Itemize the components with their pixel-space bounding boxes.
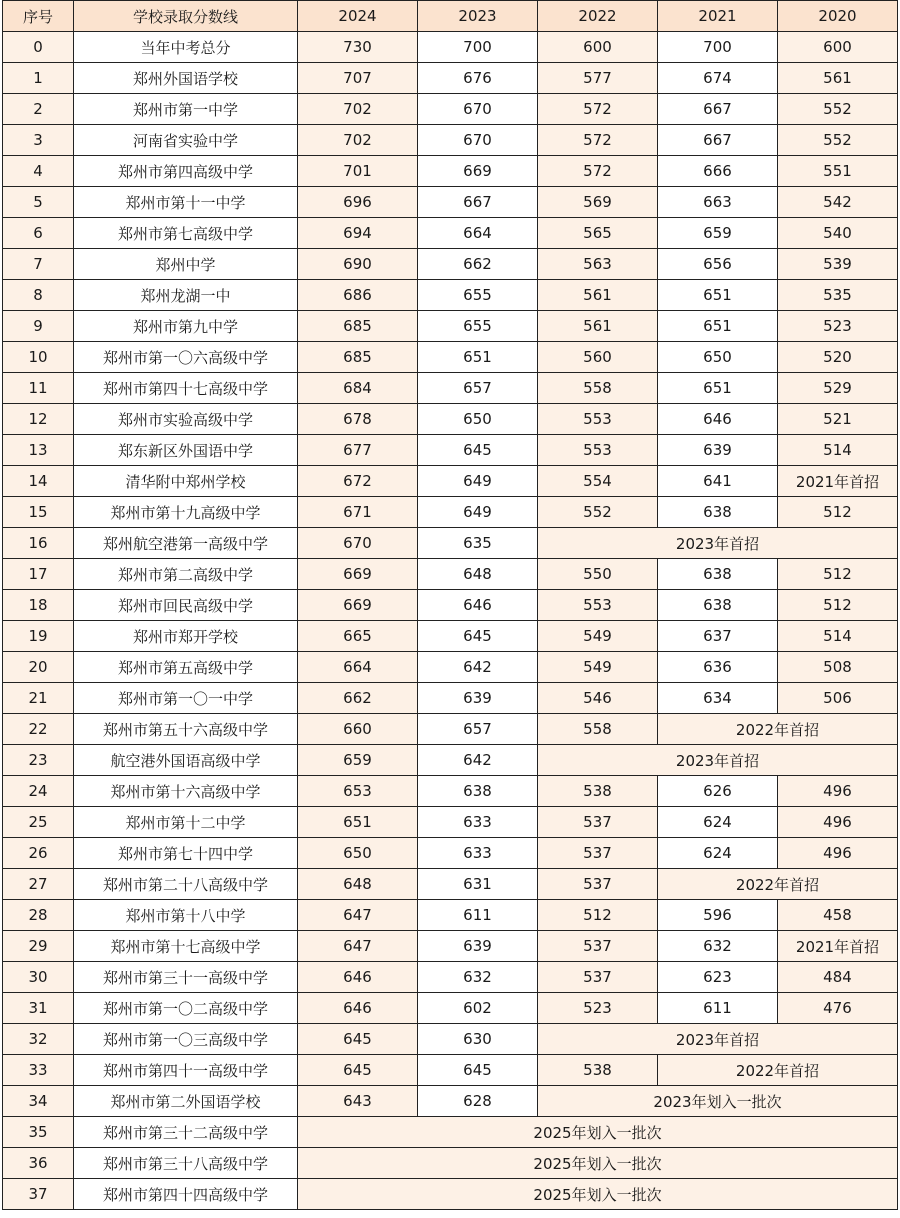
score-cell: 539 [778,249,898,280]
score-cell: 638 [418,776,538,807]
table-row [3,1179,898,1210]
table-row [3,900,898,931]
score-cell: 650 [298,838,418,869]
school-name: 郑州市第十八中学 [74,900,298,931]
score-cell: 651 [658,373,778,404]
score-cell: 669 [298,559,418,590]
score-cell: 685 [298,311,418,342]
row-index: 32 [3,1024,74,1055]
school-name: 郑州市第一〇三高级中学 [74,1024,298,1055]
score-cell: 529 [778,373,898,404]
school-name: 郑州市第七高级中学 [74,218,298,249]
score-cell: 651 [298,807,418,838]
score-cell: 496 [778,838,898,869]
school-name: 郑州市第十一中学 [74,187,298,218]
table-row [3,745,898,776]
score-cell: 540 [778,218,898,249]
header-year-2020: 2020 [778,1,898,32]
school-name: 郑州外国语学校 [74,63,298,94]
row-index: 0 [3,32,74,63]
row-index: 6 [3,218,74,249]
score-cell: 655 [418,280,538,311]
school-name: 郑州市第三十一高级中学 [74,962,298,993]
score-cell: 632 [418,962,538,993]
school-name: 郑州市第二高级中学 [74,559,298,590]
school-name: 郑州市第五高级中学 [74,652,298,683]
score-cell: 554 [538,466,658,497]
score-cell: 602 [418,993,538,1024]
score-cell: 558 [538,714,658,745]
school-name: 郑州市第十九高级中学 [74,497,298,528]
score-cell: 561 [538,280,658,311]
score-cell: 623 [658,962,778,993]
note-cell: 2025年划入一批次 [298,1148,898,1179]
score-cell: 702 [298,94,418,125]
score-cell: 656 [658,249,778,280]
school-name: 郑州航空港第一高级中学 [74,528,298,559]
score-cell: 696 [298,187,418,218]
score-cell: 484 [778,962,898,993]
score-cell: 663 [658,187,778,218]
table-row [3,249,898,280]
score-table [2,0,898,1210]
row-index: 26 [3,838,74,869]
table-row [3,94,898,125]
note-cell: 2025年划入一批次 [298,1179,898,1210]
score-cell: 560 [538,342,658,373]
table-row [3,1148,898,1179]
school-name: 郑州中学 [74,249,298,280]
score-cell: 563 [538,249,658,280]
header-row [3,1,898,32]
score-cell: 631 [418,869,538,900]
score-cell: 638 [658,559,778,590]
score-cell: 685 [298,342,418,373]
score-cell: 634 [658,683,778,714]
row-index: 33 [3,1055,74,1086]
score-cell: 552 [778,94,898,125]
table-row [3,776,898,807]
row-index: 9 [3,311,74,342]
school-name: 郑州市第十二中学 [74,807,298,838]
score-cell: 659 [298,745,418,776]
table-row [3,714,898,745]
score-cell: 639 [658,435,778,466]
score-cell: 553 [538,590,658,621]
school-name: 郑州市第二外国语学校 [74,1086,298,1117]
school-name: 河南省实验中学 [74,125,298,156]
table-body [3,32,898,1210]
score-cell: 521 [778,404,898,435]
score-cell: 552 [538,497,658,528]
row-index: 4 [3,156,74,187]
row-index: 25 [3,807,74,838]
school-name: 郑州市第十六高级中学 [74,776,298,807]
score-cell: 624 [658,838,778,869]
score-cell: 664 [298,652,418,683]
row-index: 31 [3,993,74,1024]
table-row [3,528,898,559]
score-cell: 639 [418,683,538,714]
score-cell: 674 [658,63,778,94]
score-cell: 649 [418,497,538,528]
score-cell: 537 [538,962,658,993]
row-index: 20 [3,652,74,683]
row-index: 34 [3,1086,74,1117]
score-cell: 542 [778,187,898,218]
score-cell: 671 [298,497,418,528]
score-cell: 630 [418,1024,538,1055]
row-index: 28 [3,900,74,931]
row-index: 37 [3,1179,74,1210]
school-name: 郑州市第二十八高级中学 [74,869,298,900]
row-index: 27 [3,869,74,900]
school-name: 郑州市第三十八高级中学 [74,1148,298,1179]
score-cell: 632 [658,931,778,962]
row-index: 22 [3,714,74,745]
table-row [3,1117,898,1148]
score-cell: 677 [298,435,418,466]
table-row [3,931,898,962]
score-cell: 2021年首招 [778,931,898,962]
score-cell: 600 [778,32,898,63]
header-year-2021: 2021 [658,1,778,32]
score-cell: 662 [418,249,538,280]
table-row [3,311,898,342]
row-index: 5 [3,187,74,218]
table-row [3,869,898,900]
score-cell: 670 [298,528,418,559]
score-cell: 636 [658,652,778,683]
header-year-2023: 2023 [418,1,538,32]
row-index: 21 [3,683,74,714]
score-cell: 647 [298,900,418,931]
score-cell: 655 [418,311,538,342]
score-cell: 514 [778,435,898,466]
score-cell: 569 [538,187,658,218]
row-index: 8 [3,280,74,311]
score-cell: 550 [538,559,658,590]
note-cell: 2023年首招 [538,528,898,559]
score-cell: 520 [778,342,898,373]
score-cell: 669 [418,156,538,187]
score-cell: 551 [778,156,898,187]
school-name: 郑州市回民高级中学 [74,590,298,621]
school-name: 郑州龙湖一中 [74,280,298,311]
score-cell: 657 [418,373,538,404]
school-name: 郑州市第三十二高级中学 [74,1117,298,1148]
school-name: 郑州市第七十四中学 [74,838,298,869]
score-cell: 672 [298,466,418,497]
school-name: 郑州市第十七高级中学 [74,931,298,962]
table-row [3,590,898,621]
note-cell: 2023年首招 [538,1024,898,1055]
note-cell: 2023年划入一批次 [538,1086,898,1117]
table-row [3,125,898,156]
score-cell: 702 [298,125,418,156]
row-index: 3 [3,125,74,156]
score-cell: 700 [658,32,778,63]
score-cell: 647 [298,931,418,962]
table-row [3,1086,898,1117]
score-cell: 538 [538,1055,658,1086]
note-cell: 2022年首招 [658,1055,898,1086]
score-cell: 508 [778,652,898,683]
score-cell: 638 [658,497,778,528]
row-index: 35 [3,1117,74,1148]
table-row [3,280,898,311]
score-cell: 549 [538,621,658,652]
table-row [3,1024,898,1055]
table-row [3,63,898,94]
row-index: 2 [3,94,74,125]
table-row [3,218,898,249]
score-cell: 660 [298,714,418,745]
score-cell: 572 [538,94,658,125]
table-row [3,342,898,373]
score-cell: 637 [658,621,778,652]
note-cell: 2023年首招 [538,745,898,776]
score-cell: 686 [298,280,418,311]
row-index: 7 [3,249,74,280]
row-index: 36 [3,1148,74,1179]
score-cell: 648 [418,559,538,590]
score-cell: 646 [298,993,418,1024]
score-cell: 538 [538,776,658,807]
score-cell: 514 [778,621,898,652]
score-cell: 633 [418,838,538,869]
table-row [3,559,898,590]
note-cell: 2025年划入一批次 [298,1117,898,1148]
table-row [3,466,898,497]
school-name: 郑州市第一中学 [74,94,298,125]
score-cell: 666 [658,156,778,187]
school-name: 清华附中郑州学校 [74,466,298,497]
school-name: 郑州市第四十一高级中学 [74,1055,298,1086]
score-cell: 669 [298,590,418,621]
header-year-2024: 2024 [298,1,418,32]
school-name: 郑州市第四高级中学 [74,156,298,187]
school-name: 航空港外国语高级中学 [74,745,298,776]
score-cell: 648 [298,869,418,900]
score-cell: 667 [418,187,538,218]
row-index: 10 [3,342,74,373]
score-cell: 496 [778,776,898,807]
table-row [3,838,898,869]
school-name: 郑州市第五十六高级中学 [74,714,298,745]
table-row [3,497,898,528]
score-cell: 646 [658,404,778,435]
score-cell: 662 [298,683,418,714]
score-cell: 651 [658,280,778,311]
score-cell: 645 [418,435,538,466]
score-cell: 512 [538,900,658,931]
table-row [3,373,898,404]
score-cell: 611 [418,900,538,931]
row-index: 15 [3,497,74,528]
table-row [3,32,898,63]
row-index: 16 [3,528,74,559]
score-cell: 701 [298,156,418,187]
note-cell: 2022年首招 [658,714,898,745]
row-index: 23 [3,745,74,776]
table-row [3,807,898,838]
score-cell: 639 [418,931,538,962]
score-cell: 642 [418,745,538,776]
table-row [3,404,898,435]
score-cell: 659 [658,218,778,249]
table-row [3,1055,898,1086]
score-cell: 596 [658,900,778,931]
row-index: 29 [3,931,74,962]
score-cell: 2021年首招 [778,466,898,497]
score-cell: 653 [298,776,418,807]
school-name: 郑东新区外国语中学 [74,435,298,466]
score-cell: 546 [538,683,658,714]
row-index: 14 [3,466,74,497]
row-index: 24 [3,776,74,807]
score-cell: 565 [538,218,658,249]
score-cell: 678 [298,404,418,435]
school-name: 郑州市实验高级中学 [74,404,298,435]
score-cell: 649 [418,466,538,497]
score-cell: 645 [298,1024,418,1055]
school-name: 郑州市第一〇六高级中学 [74,342,298,373]
score-cell: 537 [538,807,658,838]
score-cell: 700 [418,32,538,63]
score-cell: 523 [778,311,898,342]
row-index: 18 [3,590,74,621]
header-school: 学校录取分数线 [74,1,298,32]
score-cell: 730 [298,32,418,63]
score-cell: 694 [298,218,418,249]
score-cell: 633 [418,807,538,838]
table-row [3,621,898,652]
row-index: 12 [3,404,74,435]
score-cell: 512 [778,559,898,590]
score-cell: 611 [658,993,778,1024]
score-cell: 650 [658,342,778,373]
score-cell: 506 [778,683,898,714]
score-cell: 667 [658,125,778,156]
school-name: 郑州市第一〇一中学 [74,683,298,714]
score-cell: 523 [538,993,658,1024]
score-cell: 496 [778,807,898,838]
score-cell: 684 [298,373,418,404]
score-cell: 553 [538,435,658,466]
table-row [3,435,898,466]
score-cell: 664 [418,218,538,249]
score-cell: 646 [418,590,538,621]
score-cell: 572 [538,125,658,156]
score-cell: 646 [298,962,418,993]
score-cell: 642 [418,652,538,683]
school-name: 郑州市第四十四高级中学 [74,1179,298,1210]
score-cell: 626 [658,776,778,807]
school-name: 郑州市第九中学 [74,311,298,342]
score-cell: 670 [418,125,538,156]
score-cell: 641 [658,466,778,497]
score-cell: 537 [538,931,658,962]
score-cell: 707 [298,63,418,94]
score-cell: 549 [538,652,658,683]
score-cell: 512 [778,590,898,621]
score-cell: 645 [418,621,538,652]
row-index: 17 [3,559,74,590]
score-cell: 558 [538,373,658,404]
table-row [3,993,898,1024]
score-cell: 670 [418,94,538,125]
score-cell: 657 [418,714,538,745]
score-cell: 537 [538,869,658,900]
school-name: 当年中考总分 [74,32,298,63]
row-index: 13 [3,435,74,466]
score-cell: 651 [418,342,538,373]
score-cell: 458 [778,900,898,931]
score-cell: 572 [538,156,658,187]
note-cell: 2022年首招 [658,869,898,900]
school-name: 郑州市郑开学校 [74,621,298,652]
score-cell: 635 [418,528,538,559]
score-cell: 676 [418,63,538,94]
score-cell: 552 [778,125,898,156]
score-cell: 561 [538,311,658,342]
score-cell: 645 [418,1055,538,1086]
header-year-2022: 2022 [538,1,658,32]
school-name: 郑州市第四十七高级中学 [74,373,298,404]
score-cell: 650 [418,404,538,435]
score-cell: 667 [658,94,778,125]
row-index: 11 [3,373,74,404]
score-cell: 651 [658,311,778,342]
table-row [3,683,898,714]
table-row [3,652,898,683]
score-cell: 624 [658,807,778,838]
table-row [3,187,898,218]
score-cell: 535 [778,280,898,311]
score-cell: 553 [538,404,658,435]
score-cell: 645 [298,1055,418,1086]
table-row [3,156,898,187]
score-cell: 665 [298,621,418,652]
score-cell: 561 [778,63,898,94]
row-index: 30 [3,962,74,993]
score-cell: 577 [538,63,658,94]
row-index: 19 [3,621,74,652]
score-cell: 600 [538,32,658,63]
score-cell: 643 [298,1086,418,1117]
score-cell: 628 [418,1086,538,1117]
score-cell: 476 [778,993,898,1024]
score-cell: 638 [658,590,778,621]
score-cell: 512 [778,497,898,528]
school-name: 郑州市第一〇二高级中学 [74,993,298,1024]
table-row [3,962,898,993]
score-cell: 690 [298,249,418,280]
score-cell: 537 [538,838,658,869]
header-index: 序号 [3,1,74,32]
row-index: 1 [3,63,74,94]
